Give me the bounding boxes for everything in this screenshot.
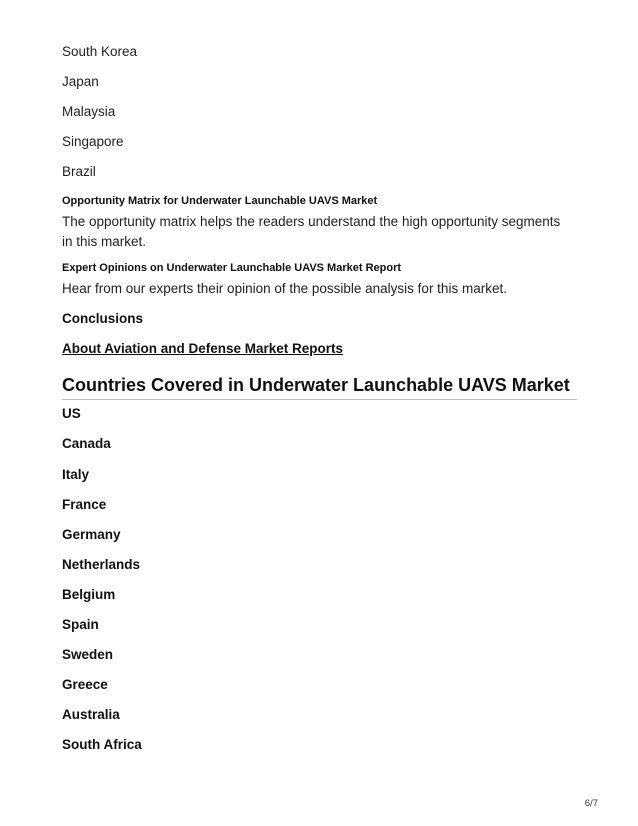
country-item: South Africa <box>62 737 142 752</box>
country-item: Australia <box>62 707 120 722</box>
region-item: Singapore <box>62 134 124 149</box>
region-item: Malaysia <box>62 104 116 119</box>
page-number: 6/7 <box>584 798 598 809</box>
country-item: Spain <box>62 617 99 632</box>
country-item: Netherlands <box>62 557 141 572</box>
country-item: Belgium <box>62 587 116 602</box>
opportunity-matrix-heading: Opportunity Matrix for Underwater Launchable UAVS Market <box>62 195 378 207</box>
country-item: US <box>62 406 81 421</box>
about-reports-link[interactable]: About Aviation and Defense Market Reports <box>62 341 344 356</box>
country-item: Greece <box>62 677 108 692</box>
countries-section-title: Countries Covered in Underwater Launchable UAVS Market <box>62 375 570 395</box>
country-item: Canada <box>62 436 111 451</box>
country-item: Germany <box>62 527 121 542</box>
expert-opinions-text: Hear from our experts their opinion of the possible analysis for this market. <box>62 281 507 296</box>
opportunity-matrix-text: The opportunity matrix helps the readers understand the high opportunity segments in this market. <box>62 214 561 249</box>
country-item: France <box>62 497 107 512</box>
country-item: Sweden <box>62 647 114 662</box>
section-divider <box>62 399 577 400</box>
country-item: Italy <box>62 467 90 482</box>
region-item: Brazil <box>62 164 96 179</box>
region-item: South Korea <box>62 44 138 59</box>
region-item: Japan <box>62 74 99 89</box>
conclusions-heading: Conclusions <box>62 311 144 326</box>
expert-opinions-heading: Expert Opinions on Underwater Launchable UAVS Market Report <box>62 262 402 274</box>
